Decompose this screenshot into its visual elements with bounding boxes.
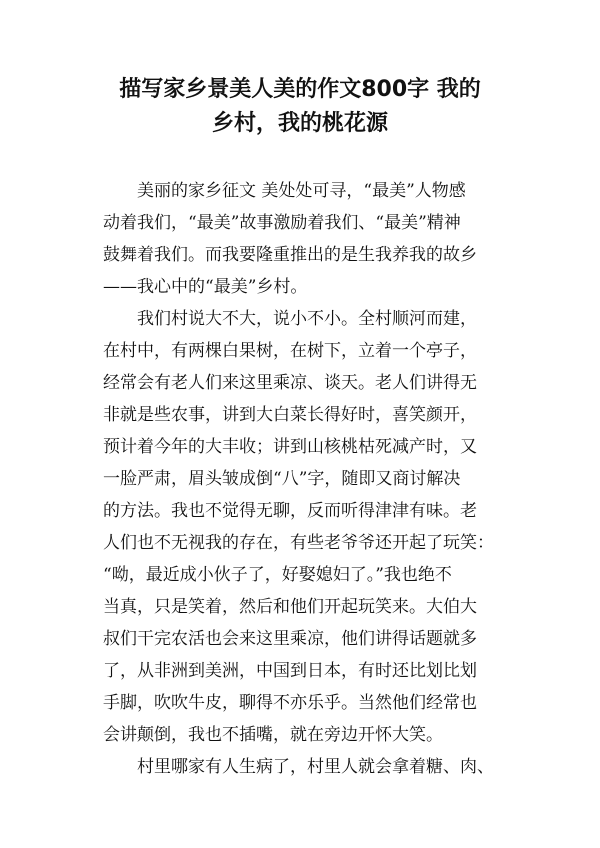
body-text-line: 当真，只是笑着，然后和他们开起玩笑来。大伯大 [103,597,477,617]
body-text-line: 村里哪家有人生病了，村里人就会拿着糖、肉、 [103,757,494,777]
body-text-line: ——我心中的“最美”乡村。 [103,277,308,297]
document-title-line-1: 描写家乡景美人美的作文800字 我的 [119,77,481,102]
body-text-line: 了，从非洲到美洲，中国到日本，有时还比划比划 [103,661,477,681]
body-text-line: 鼓舞着我们。而我要隆重推出的是生我养我的故乡 [103,245,477,265]
body-text-line: 经常会有老人们来这里乘凉、谈天。老人们讲得无 [103,373,477,393]
body-text-line: 非就是些农事，讲到大白菜长得好时，喜笑颜开， [103,405,477,425]
body-text-line: 一脸严肃，眉头皱成倒“八”字，随即又商讨解决 [103,469,461,489]
body-text-line: “呦，最近成小伙子了，好娶媳妇了。”我也绝不 [103,565,452,585]
body-text-line: 预计着今年的大丰收；讲到山核桃枯死减产时，又 [103,437,477,457]
body-text-line: 动着我们，“最美”故事激励着我们、“最美”精神 [103,213,461,233]
body-text-line: 的方法。我也不觉得无聊，反而听得津津有味。老 [103,501,477,521]
body-text-line: 我们村说大不大，说小不小。全村顺河而建， [103,309,477,329]
body-text-line: 人们也不无视我的存在，有些老爷爷还开起了玩笑： [103,533,494,553]
body-text-line: 叔们干完农活也会来这里乘凉，他们讲得话题就多 [103,629,477,649]
body-text-line: 手脚，吹吹牛皮，聊得不亦乐乎。当然他们经常也 [103,693,477,713]
body-text-line: 会讲颠倒，我也不插嘴，就在旁边开怀大笑。 [103,725,443,745]
document-title-line-2: 乡村，我的桃花源 [211,111,388,136]
body-text-line: 美丽的家乡征文 美处处可寻，“最美”人物感 [103,181,466,201]
body-text-line: 在村中，有两棵白果树，在树下，立着一个亭子， [103,341,477,361]
